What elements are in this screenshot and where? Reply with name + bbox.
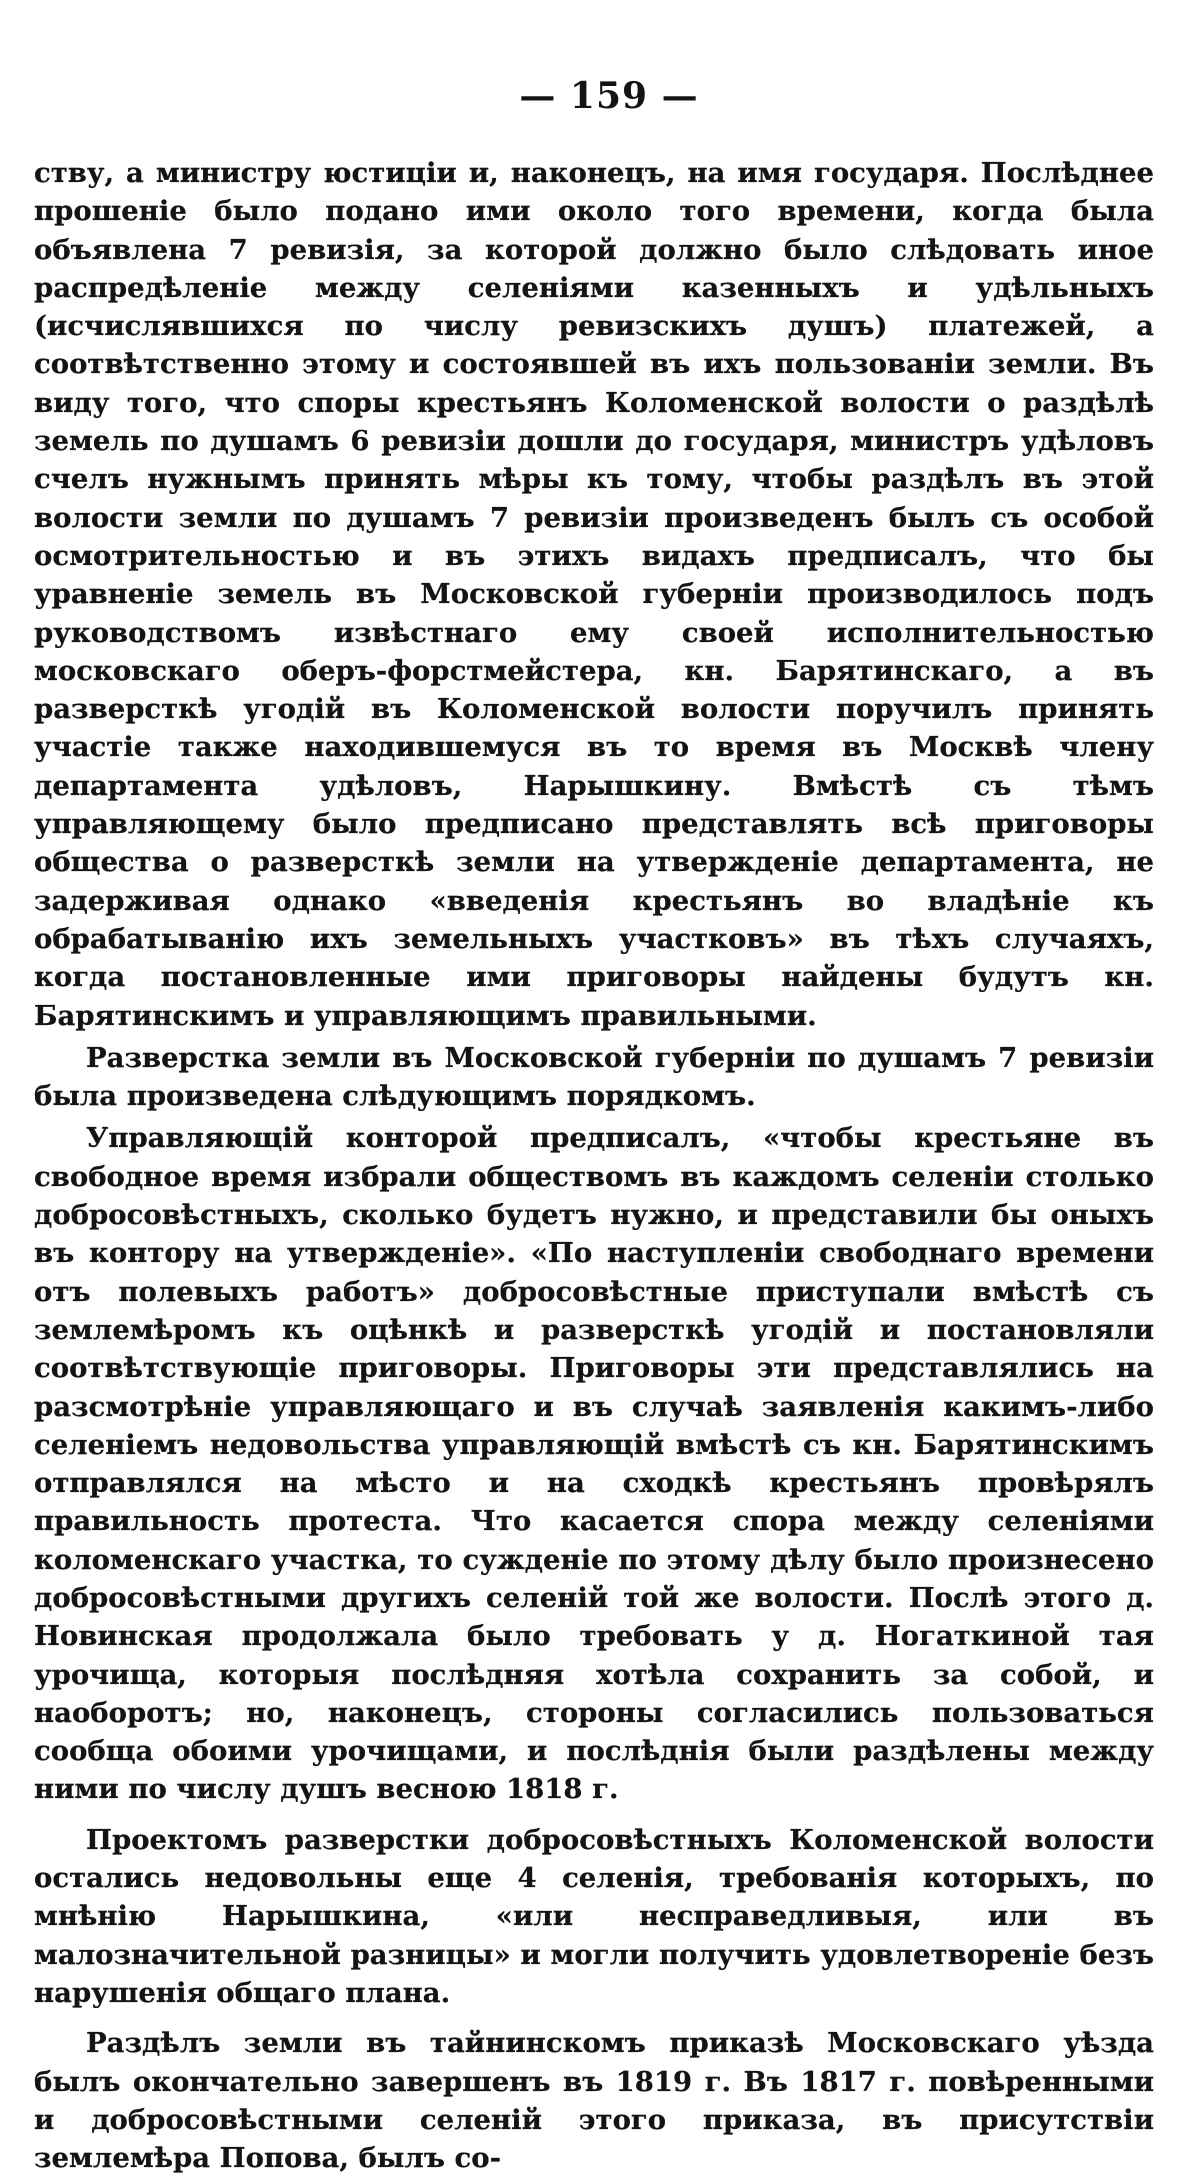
paragraph-2: Разверстка земли въ Московской губерніи по душамъ 7 ревизіи была произведена слѣдующимъ порядкомъ. xyxy=(34,1041,1154,1113)
page-number: — 159 — xyxy=(519,75,699,117)
paragraph-4: Проектомъ разверстки добросовѣстныхъ Коломенской волости остались недовольны еще 4 селенія, требованія которыхъ, по мнѣнію Нарышкина, «или несправедливыя, или въ малозначительной разницы» и могли получить удовлетвореніе безъ нарушенія общаго плана. xyxy=(34,1823,1154,2009)
paragraph-3: Управляющій конторой предписалъ, «чтобы крестьяне въ свободное время избрали обществомъ въ каждомъ селеніи столько добросовѣстныхъ, сколько будетъ нужно, и представили бы оныхъ въ контору на утвержденіе». «По наступленіи свободнаго времени отъ полевыхъ работъ» добросовѣстные приступали вмѣстѣ съ землемѣромъ къ оцѣнкѣ и разверсткѣ угодій и постановляли соотвѣтствующіе приговоры. Приговоры эти представлялись на разсмотрѣніе управляющаго и въ случаѣ заявленія какимъ-либо селеніемъ недовольства управляющій вмѣстѣ съ кн. Барятинскимъ отправлялся на мѣсто и на сходкѣ крестьянъ провѣрялъ правильность протеста. Что касается спора между селеніями коломенскаго участка, то сужденіе по этому дѣлу было произнесено добросовѣстными другихъ селеній той же волости. Послѣ этого д. Новинская продолжала было требовать у д. Ногаткиной тая урочища, которыя послѣдняя хотѣла сохранить за собой, и наоборотъ; но, наконецъ, стороны согласились пользоваться сообща обоими урочищами, и послѣднія были раздѣлены между ними по числу душъ весною 1818 г. xyxy=(34,1122,1154,1806)
paragraph-5: Раздѣлъ земли въ тайнинскомъ приказѣ Московскаго уѣзда былъ окончательно завершенъ въ 1819 г. Въ 1817 г. повѣренными и добросовѣстными селеній этого приказа, въ присутствіи землемѣра Попова, былъ со- xyxy=(34,2027,1154,2175)
document-page xyxy=(34,66,1154,2175)
paragraph-1: ству, а министру юстиціи и, наконецъ, на имя государя. Послѣднее прошеніе было подано ими около того времени, когда была объявлена 7 ревизія, за которой должно было слѣдовать иное распредѣленіе между селеніями казенныхъ и удѣльныхъ (исчислявшихся по числу ревизскихъ душъ) платежей, а соотвѣтственно этому и состоявшей въ ихъ пользованіи земли. Въ виду того, что споры крестьянъ Коломенской волости о раздѣлѣ земель по душамъ 6 ревизіи дошли до государя, министръ удѣловъ счелъ нужнымъ принять мѣры къ тому, чтобы раздѣлъ въ этой волости земли по душамъ 7 ревизіи произведенъ былъ съ особой осмотрительностью и въ этихъ видахъ предписалъ, что бы уравненіе земель въ Московской губерніи производилось подъ руководствомъ извѣстнаго ему своей исполнительностью московскаго оберъ-форстмейстера, кн. Барятинскаго, а въ разверсткѣ угодій въ Коломенской волости поручилъ принять участіе также находившемуся въ то время въ Москвѣ члену департамента удѣловъ, Нарышкину. Вмѣстѣ съ тѣмъ управляющему было предписано представлять всѣ приговоры общества о разверсткѣ земли на утвержденіе департамента, не задерживая однако «введенія крестьянъ во владѣніе къ обрабатыванію ихъ земельныхъ участковъ» въ тѣхъ случаяхъ, когда постановленные ими приговоры найдены будутъ кн. Барятинскимъ и управляющимъ правильными. xyxy=(34,157,1154,1032)
